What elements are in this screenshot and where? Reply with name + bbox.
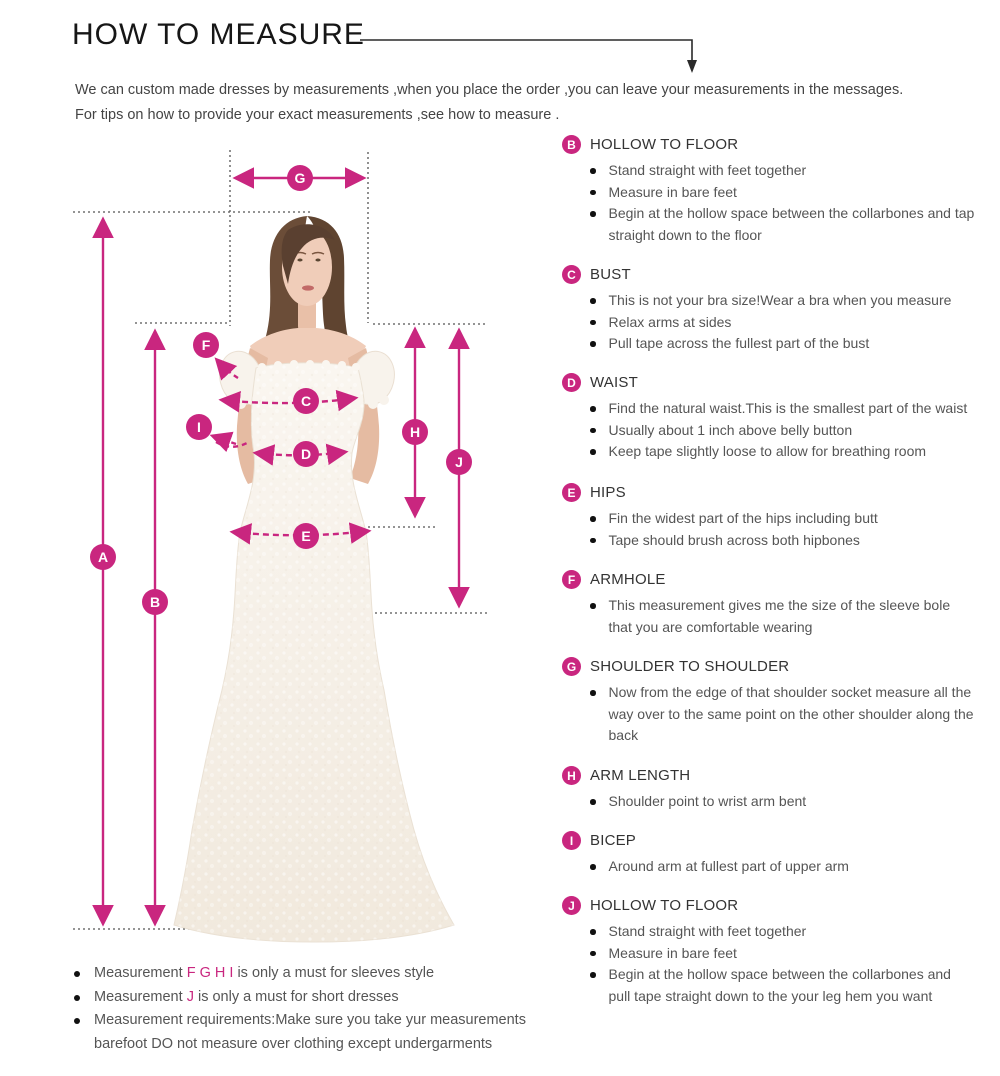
badge-i bbox=[186, 414, 212, 440]
note-item bbox=[74, 962, 554, 986]
instruction-text: Begin at the hollow space between the collarbones and pull tape straight down to the your leg hem you want bbox=[608, 966, 951, 1004]
instruction-text: Pull tape across the fullest part of the bust bbox=[608, 335, 870, 351]
instruction-text: Keep tape slightly loose to allow for breathing room bbox=[608, 443, 927, 459]
instruction-text: Stand straight with feet together bbox=[608, 923, 807, 939]
note-segment: is only a must for sleeves style bbox=[233, 965, 435, 981]
instruction-text: Stand straight with feet together bbox=[608, 162, 807, 178]
bullet-dot bbox=[74, 1018, 80, 1024]
instruction-item bbox=[590, 398, 1000, 420]
model-illustration bbox=[174, 216, 454, 942]
bullet-dot bbox=[590, 341, 596, 347]
letter-badge: I bbox=[562, 831, 581, 850]
bullet-dot bbox=[590, 972, 596, 978]
section-heading bbox=[562, 483, 1000, 502]
highlighted-letters: F G H I bbox=[186, 965, 234, 981]
note-text bbox=[94, 1009, 534, 1056]
section-title: HIPS bbox=[590, 484, 626, 501]
instruction-text: Begin at the hollow space between the collarbones and tap straight down to the floor bbox=[608, 205, 975, 243]
instruction-text: Shoulder point to wrist arm bent bbox=[608, 793, 807, 809]
instruction-text: Measure in bare feet bbox=[608, 944, 737, 961]
section-heading bbox=[562, 570, 1000, 589]
intro-line-2: For tips on how to provide your exact measurements ,see how to measure . bbox=[75, 106, 560, 123]
note-segment: Measurement bbox=[94, 988, 187, 1005]
intro-line-1: We can custom made dresses by measurements ,when you place the order ,you can leave your measurements in the messages. bbox=[75, 82, 904, 98]
bullet-dot bbox=[590, 929, 596, 935]
badge-j bbox=[446, 449, 472, 475]
bullet-dot bbox=[590, 428, 596, 434]
svg-text:H: H bbox=[409, 424, 421, 440]
svg-text:E: E bbox=[301, 528, 311, 544]
letter-badge: B bbox=[562, 135, 581, 154]
title-pointer-arrow bbox=[356, 30, 700, 80]
letter-badge: J bbox=[562, 896, 581, 915]
highlighted-letters: J bbox=[186, 988, 194, 1005]
svg-text:B: B bbox=[149, 594, 161, 610]
section-heading bbox=[562, 265, 1000, 284]
bullet-dot bbox=[74, 995, 80, 1001]
section-title: HOLLOW TO FLOOR bbox=[590, 897, 739, 914]
badge-h bbox=[402, 419, 428, 445]
instruction-text: This measurement gives me the size of the sleeve bole that you are comfortable wearing bbox=[608, 597, 951, 635]
measure-section-d bbox=[562, 373, 1000, 463]
instruction-item bbox=[590, 921, 1000, 943]
section-heading bbox=[562, 831, 1000, 850]
instruction-text: Find the natural waist.This is the smallest part of the waist bbox=[608, 400, 968, 416]
instruction-item bbox=[590, 312, 1000, 334]
svg-text:F: F bbox=[201, 337, 211, 353]
svg-text:D: D bbox=[300, 446, 312, 462]
instruction-item bbox=[590, 791, 1000, 813]
bullet-dot bbox=[590, 864, 596, 870]
svg-text:A: A bbox=[97, 549, 109, 565]
model-lips bbox=[302, 285, 314, 290]
letter-badge: D bbox=[562, 373, 581, 392]
instruction-item bbox=[590, 964, 1000, 1007]
bullet-dot bbox=[590, 298, 596, 304]
section-heading bbox=[562, 373, 1000, 392]
section-title: HOLLOW TO FLOOR bbox=[590, 136, 739, 153]
instruction-item bbox=[590, 943, 1000, 965]
badge-b bbox=[142, 589, 168, 615]
instruction-item bbox=[590, 160, 1000, 182]
note-segment: Measurement bbox=[94, 965, 187, 981]
instruction-item bbox=[590, 290, 1000, 312]
bullet-dot bbox=[590, 168, 596, 174]
svg-text:I: I bbox=[197, 419, 201, 435]
instruction-text: Measure in bare feet bbox=[608, 183, 737, 200]
bullet-dot bbox=[590, 799, 596, 805]
bullet-dot bbox=[590, 406, 596, 412]
letter-badge: E bbox=[562, 483, 581, 502]
section-heading bbox=[562, 896, 1000, 915]
bullet-dot bbox=[590, 603, 596, 609]
instruction-item bbox=[590, 420, 1000, 442]
measure-section-f bbox=[562, 570, 1000, 638]
measure-section-j bbox=[562, 896, 1000, 1007]
letter-badge: F bbox=[562, 570, 581, 589]
bullet-dot bbox=[590, 690, 596, 696]
badge-e bbox=[293, 523, 319, 549]
instruction-text: Tape should brush across both hipbones bbox=[608, 531, 860, 548]
measure-section-b bbox=[562, 135, 1000, 246]
section-title: SHOULDER TO SHOULDER bbox=[590, 658, 790, 675]
note-segment: Measurement requirements:Make sure you take yur measurements barefoot DO not measure over clothing except undergarments bbox=[94, 1012, 526, 1052]
note-text bbox=[94, 986, 534, 1010]
letter-badge: C bbox=[562, 265, 581, 284]
bullet-dot bbox=[590, 449, 596, 455]
instruction-item bbox=[590, 856, 1000, 878]
section-heading bbox=[562, 135, 1000, 154]
instruction-text: Relax arms at sides bbox=[608, 313, 732, 330]
section-title: ARM LENGTH bbox=[590, 767, 691, 784]
note-text bbox=[94, 962, 534, 986]
badge-c bbox=[293, 388, 319, 414]
note-item bbox=[74, 1009, 554, 1056]
measure-section-i bbox=[562, 831, 1000, 878]
bullet-dot bbox=[590, 538, 596, 544]
model-eye-left bbox=[297, 259, 302, 262]
instruction-item bbox=[590, 682, 1000, 747]
instruction-text: Now from the edge of that shoulder socket measure all the way over to the same point on the other shoulder along the back bbox=[608, 684, 974, 743]
instruction-text: This is not your bra size!Wear a bra when you measure bbox=[608, 292, 952, 308]
instruction-item bbox=[590, 508, 1000, 530]
letter-badge: H bbox=[562, 766, 581, 785]
note-item bbox=[74, 986, 554, 1010]
letter-badge: G bbox=[562, 657, 581, 676]
instruction-item bbox=[590, 595, 1000, 638]
section-heading bbox=[562, 657, 1000, 676]
page-title: HOW TO MEASURE bbox=[72, 18, 365, 51]
instruction-item bbox=[590, 333, 1000, 355]
bullet-dot bbox=[590, 190, 596, 196]
intro-text bbox=[75, 78, 955, 127]
bullet-dot bbox=[590, 516, 596, 522]
bullet-dot bbox=[74, 971, 80, 977]
instruction-item bbox=[590, 441, 1000, 463]
section-title: WAIST bbox=[590, 374, 638, 391]
note-segment: is only a must for short dresses bbox=[193, 988, 399, 1005]
measurement-notes bbox=[74, 962, 554, 1056]
section-title: BUST bbox=[590, 266, 631, 283]
bullet-dot bbox=[590, 951, 596, 957]
svg-text:J: J bbox=[455, 454, 463, 470]
instruction-item bbox=[590, 203, 1000, 246]
instruction-item bbox=[590, 530, 1000, 552]
section-title: BICEP bbox=[590, 832, 637, 849]
measure-section-h bbox=[562, 766, 1000, 813]
instruction-text: Around arm at fullest part of upper arm bbox=[608, 858, 849, 874]
svg-text:C: C bbox=[300, 393, 312, 409]
measurement-diagram bbox=[60, 130, 540, 960]
instruction-text: Fin the widest part of the hips including butt bbox=[608, 510, 878, 526]
instruction-item bbox=[590, 182, 1000, 204]
bullet-dot bbox=[590, 211, 596, 217]
badge-g bbox=[287, 165, 313, 191]
badge-f bbox=[193, 332, 219, 358]
svg-text:G: G bbox=[294, 170, 306, 186]
instruction-text: Usually about 1 inch above belly button bbox=[608, 421, 853, 438]
badge-a bbox=[90, 544, 116, 570]
measure-section-e bbox=[562, 483, 1000, 551]
measure-section-g bbox=[562, 657, 1000, 747]
bullet-dot bbox=[590, 320, 596, 326]
section-heading bbox=[562, 766, 1000, 785]
model-eye-right bbox=[315, 259, 320, 262]
badge-d bbox=[293, 441, 319, 467]
measure-section-c bbox=[562, 265, 1000, 355]
section-title: ARMHOLE bbox=[590, 571, 666, 588]
